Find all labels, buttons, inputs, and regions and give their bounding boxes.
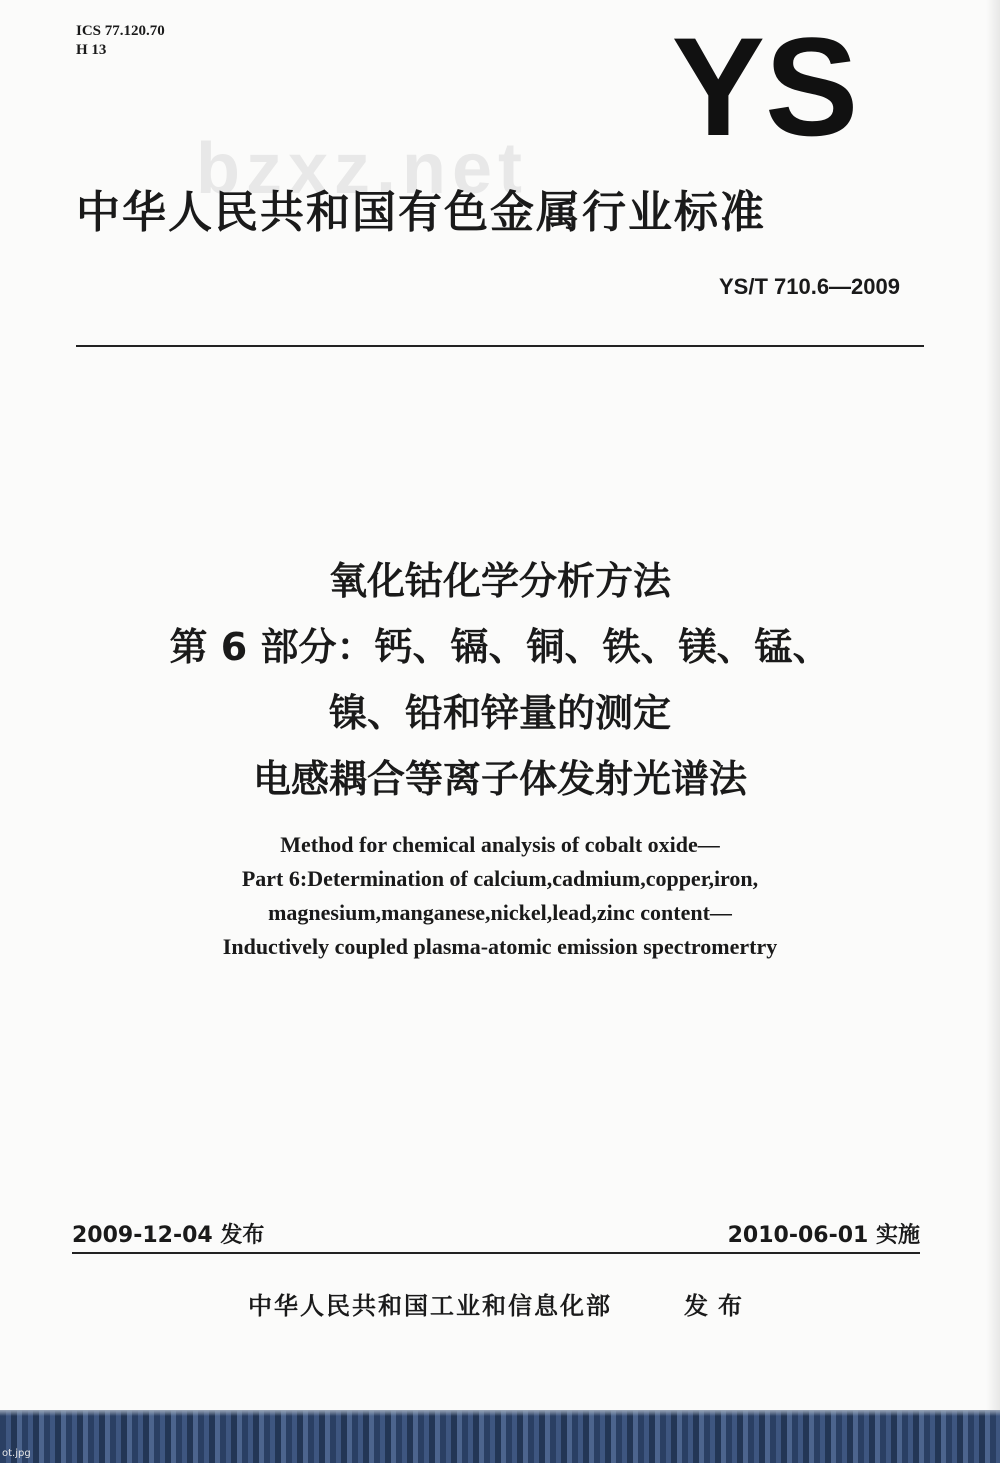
footer-rule bbox=[72, 1252, 920, 1254]
standard-number: YS/T 710.6—2009 bbox=[718, 274, 900, 299]
watermark: bzxz.net bbox=[196, 129, 529, 209]
header-rule bbox=[76, 345, 924, 347]
implementation-date: 2010-06-01 实施 bbox=[727, 1223, 920, 1248]
english-title-line: Part 6:Determination of calcium,cadmium,copper,iron, bbox=[241, 866, 759, 891]
page-bottom-shadow bbox=[0, 1410, 1000, 1416]
english-title-line: Method for chemical analysis of cobalt oxide— bbox=[280, 832, 720, 857]
ys-logo bbox=[660, 20, 870, 145]
chinese-title-line: 第 6 部分：钙、镉、铜、铁、镁、锰、 bbox=[169, 625, 831, 669]
english-title bbox=[0, 828, 1000, 964]
publisher: 中华人民共和国工业和信息化部 bbox=[248, 1292, 612, 1320]
chinese-title bbox=[0, 548, 1000, 812]
ics-codes bbox=[76, 22, 165, 60]
chinese-title-line: 氧化钴化学分析方法 bbox=[328, 559, 671, 603]
issue-date: 2009-12-04 发布 bbox=[72, 1223, 265, 1248]
ics-code: ICS 77.120.70 bbox=[76, 23, 165, 39]
english-title-line: magnesium,manganese,nickel,lead,zinc content— bbox=[268, 900, 732, 925]
background-surface bbox=[0, 1410, 1000, 1463]
standard-title: 中华人民共和国有色金属行业标准 bbox=[76, 187, 766, 238]
chinese-title-line: 镍、铅和锌量的测定 bbox=[328, 691, 671, 735]
ys-logo-text: YS bbox=[671, 20, 859, 145]
chinese-title-line: 电感耦合等离子体发射光谱法 bbox=[252, 757, 747, 801]
classification-code: H 13 bbox=[76, 42, 107, 58]
english-title-line: Inductively coupled plasma-atomic emission spectromertry bbox=[222, 934, 778, 959]
filename-label: ot.jpg bbox=[2, 1448, 31, 1459]
publish-label: 发布 bbox=[684, 1292, 752, 1320]
